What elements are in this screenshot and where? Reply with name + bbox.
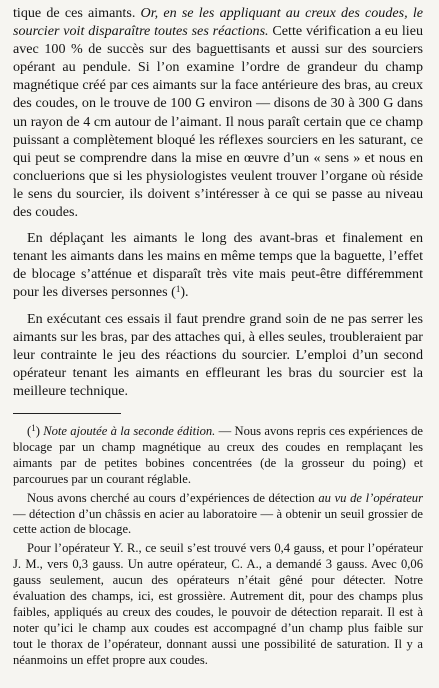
paragraph-magnet-blocking <box>13 4 423 221</box>
paragraph-text: ). <box>180 284 189 301</box>
footnote-paragraph-results: Pour l’opérateur Y. R., ce seuil s’est trouvé vers 0,4 gauss, et pour l’opérateur J. M., vers 0,3 gauss. Un autre opérateur, C. A., a demandé 3 gauss. Avec 0,06 gauss seulement, aucun des opérateurs n’était gêné pour détecter. Notre évaluation des champs, ici, est grossière. Autrement dit, pour des champs plus faibles, appliqués au creux des coudes, le pouvoir de détection reparait. Il est à noter qu’ici le champ aux coudes est accompagné d’un champ plus faible sur tout le thorax de l’opérateur, donnant aussi une possibilité de saturation. Il y a néanmoins un effet propre aux coudes. <box>13 541 423 667</box>
footnote-emphasis: au vu de l’opérateur <box>318 490 423 505</box>
footnote-1 <box>13 424 423 488</box>
footnote-text: — détection d’un châssis en acier au laboratoire — à obtenir un seuil grossier de cette action de blocage. <box>13 506 423 537</box>
footnote-text: — Nous avons repris ces expériences de blocage par un champ magnétique au creux des coudes en remplaçant les aimants par de petites bobines concentrées (de la grosseur du poing) et parcourues par un courant réglable. <box>13 423 424 486</box>
footnote-mark: ( <box>27 423 32 438</box>
footnote-divider <box>13 413 121 414</box>
main-text <box>13 4 423 400</box>
footnote-text: Nous avons cherché au cours d’expériences de détection <box>27 490 319 505</box>
footnote-title: Note ajoutée à la seconde édition. <box>43 423 216 438</box>
footnote-paragraph-threshold <box>13 491 423 539</box>
paragraph-text: Cette vérification a eu lieu avec 100 % de succès sur des baguettisants et aussi sur des sourciers opérant au pendule. Si l’on examine l’ordre de grandeur du champ magnétique créé par ces aimants sur la face antérieure des bras, au creux des coudes, on le trouve de 100 G environ — disons de 30 à 300 G dans un rayon de 4 cm autour de l’aimant. Il nous paraît certain que ce champ puissant a complètement bloqué les réflexes sourciers en les saturant, ce qui peut se comprendre dans la mise en œuvre d’un « sens » et nous en concluerions que si les physiologistes veulent trouver l’organe où réside le sens du sourcier, ils doivent s’intéresser à ce qui se passe au niveau des coudes. <box>13 23 423 221</box>
footnote-number: 1 <box>31 422 36 433</box>
paragraph-text: En déplaçant les aimants le long des avant-bras et finalement en tenant les aimants dans les mains en même temps que la baguette, l’effet de blocage s’atténue et disparaît très vite mais peut-être différemment pour les diverses personnes ( <box>13 230 423 301</box>
paragraph-moving-magnets <box>13 229 423 301</box>
footnote-mark: ) <box>35 423 44 438</box>
footnotes <box>13 424 423 669</box>
footnote-reference: 1 <box>175 284 181 295</box>
paragraph-text: tique de ces aimants. <box>13 5 141 21</box>
paragraph-technique: En exécutant ces essais il faut prendre grand soin de ne pas serrer les aimants sur les bras, par des attaches qui, à elles seules, troubleraient par leur contrainte le jeu des réactions du sourcier. L’emploi d’un second opérateur tenant les aimants en effleurant les bras du sourcier est la meilleure technique. <box>13 310 423 399</box>
emphasis-text: Or, en se les appliquant au creux des coudes, le sourcier voit disparaître toutes ses réactions. <box>13 5 423 40</box>
